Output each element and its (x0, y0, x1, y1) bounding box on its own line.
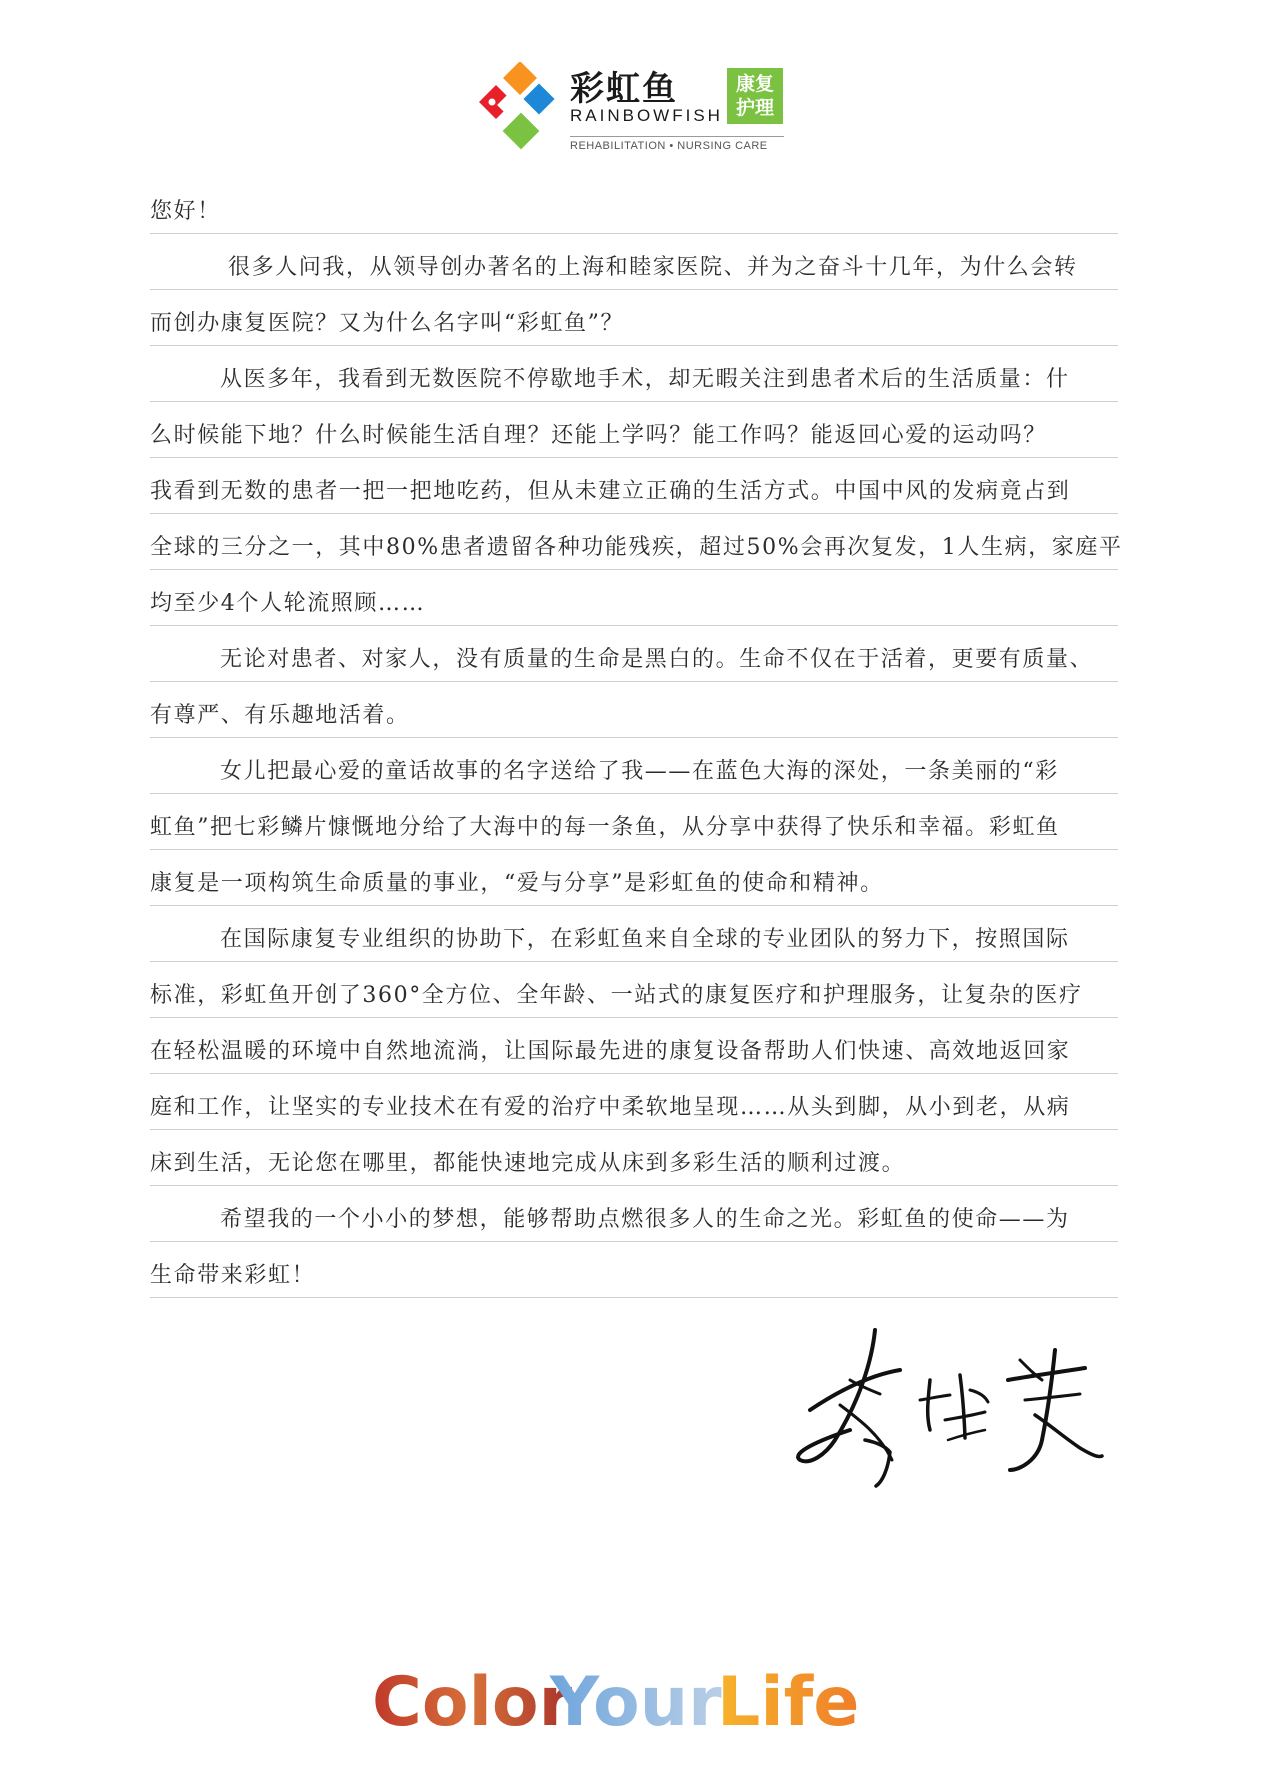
letter-line-text: 么时候能下地？什么时候能生活自理？还能上学吗？能工作吗？能返回心爱的运动吗？ (150, 423, 1047, 448)
letter-line (150, 794, 1118, 850)
letter-body (150, 178, 1123, 1298)
letter-line-text: 康复是一项构筑生命质量的事业，“爱与分享”是彩虹鱼的使命和精神。 (150, 871, 884, 896)
letter-line-text: 女儿把最心爱的童话故事的名字送给了我——在蓝色大海的深处，一条美丽的“彩 (220, 759, 1059, 784)
letter-line (150, 1130, 1118, 1186)
letter-line-text: 虹鱼”把七彩鳞片慷慨地分给了大海中的每一条鱼，从分享中获得了快乐和幸福。彩虹鱼 (150, 815, 1060, 840)
letter-line-text: 庭和工作，让坚实的专业技术在有爱的治疗中柔软地呈现……从头到脚，从小到老，从病 (150, 1095, 1071, 1120)
letter-line (150, 850, 1118, 906)
letter-line (150, 962, 1118, 1018)
letter-line (150, 178, 1118, 234)
brand-name-en: RAINBOWFISH (570, 106, 723, 125)
letter-line (150, 738, 1118, 794)
brand-badge-line2: 护理 (735, 97, 774, 119)
letter-line (150, 570, 1118, 626)
letter-line (150, 906, 1118, 962)
letter-line-text: 均至少4个人轮流照顾…… (150, 591, 426, 616)
footer-slogan (372, 1635, 892, 1745)
brand-badge-line1: 康复 (735, 73, 774, 95)
slogan-word-color: Color (372, 1663, 573, 1742)
letter-line (150, 1242, 1118, 1298)
letter-line (150, 1074, 1118, 1130)
letter-line (150, 346, 1118, 402)
letter-line (150, 458, 1118, 514)
logo-divider (570, 136, 784, 137)
letter-line-text: 而创办康复医院？又为什么名字叫“彩虹鱼”？ (150, 311, 625, 336)
letter-line (150, 1186, 1118, 1242)
slogan-word-life: Life (717, 1663, 860, 1742)
letter-line (150, 626, 1118, 682)
letter-line-text: 全球的三分之一，其中80%患者遗留各种功能残疾，超过50%会再次复发，1人生病，家庭平 (150, 535, 1123, 560)
letter-line-text: 在国际康复专业组织的协助下，在彩虹鱼来自全球的专业团队的努力下，按照国际 (220, 927, 1070, 952)
letter-line (150, 682, 1118, 738)
slogan-graphic (372, 1635, 892, 1745)
letter-line-text: 床到生活，无论您在哪里，都能快速地完成从床到多彩生活的顺利过渡。 (150, 1151, 906, 1176)
letter-line-text: 生命带来彩虹！ (150, 1263, 316, 1288)
letter-line-text: 标准，彩虹鱼开创了360°全方位、全年龄、一站式的康复医疗和护理服务，让复杂的医疗 (150, 983, 1083, 1008)
slogan-word-your: Your (550, 1663, 722, 1742)
letter-line-text: 无论对患者、对家人，没有质量的生命是黑白的。生命不仅在于活着，更要有质量、 (220, 647, 1094, 672)
letter-line (150, 290, 1118, 346)
letter-line (150, 514, 1123, 570)
brand-logo (470, 62, 800, 162)
rainbowfish-logo-icon (470, 62, 570, 162)
letter-line (150, 1018, 1118, 1074)
handwritten-signature (780, 1320, 1110, 1490)
letter-line (150, 402, 1118, 458)
brand-badge (727, 68, 783, 124)
letter-line-text: 很多人问我，从领导创办著名的上海和睦家医院、并为之奋斗十几年，为什么会转 (228, 255, 1078, 280)
letter-line-text: 有尊严、有乐趣地活着。 (150, 703, 410, 728)
brand-name-cn: 彩虹鱼 (570, 69, 678, 109)
letter-line-text: 希望我的一个小小的梦想，能够帮助点燃很多人的生命之光。彩虹鱼的使命——为 (220, 1207, 1070, 1232)
letter-line-text: 从医多年，我看到无数医院不停歇地手术，却无暇关注到患者术后的生活质量：什 (220, 367, 1070, 392)
letter-line (150, 234, 1118, 290)
letter-line-text: 您好！ (150, 199, 221, 224)
letter-line-text: 在轻松温暖的环境中自然地流淌，让国际最先进的康复设备帮助人们快速、高效地返回家 (150, 1039, 1071, 1064)
letter-line-text: 我看到无数的患者一把一把地吃药，但从未建立正确的生活方式。中国中风的发病竟占到 (150, 479, 1071, 504)
brand-tagline: REHABILITATION • NURSING CARE (570, 140, 768, 152)
